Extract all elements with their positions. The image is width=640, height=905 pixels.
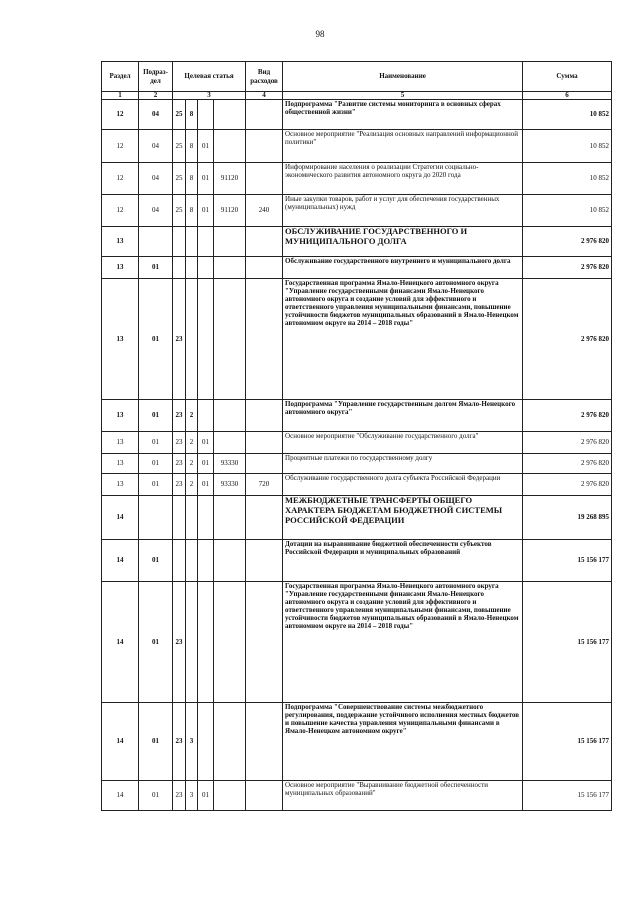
header-podrazdel: Подраз-дел <box>139 62 173 92</box>
target-code-2-cell <box>186 227 198 257</box>
sum-cell: 15 156 177 <box>523 781 612 811</box>
podrazdel-cell: 01 <box>139 454 173 474</box>
target-code-1-cell: 25 <box>173 130 186 163</box>
target-code-4-cell: 93330 <box>214 454 246 474</box>
vid-cell: 240 <box>246 195 283 227</box>
sum-cell: 10 852 <box>523 130 612 163</box>
target-code-2-cell: 2 <box>186 432 198 454</box>
target-code-3-cell: 01 <box>198 195 214 227</box>
table-row <box>102 227 612 257</box>
podrazdel-cell: 01 <box>139 432 173 454</box>
target-code-1-cell: 23 <box>173 781 186 811</box>
vid-cell <box>246 454 283 474</box>
podrazdel-cell: 01 <box>139 582 173 703</box>
sum-cell: 2 976 820 <box>523 227 612 257</box>
target-code-4-cell <box>214 227 246 257</box>
target-code-4-cell <box>214 257 246 279</box>
podrazdel-cell: 01 <box>139 279 173 400</box>
podrazdel-cell <box>139 496 173 540</box>
target-code-4-cell <box>214 781 246 811</box>
razdel-cell: 12 <box>102 130 139 163</box>
page-number: 98 <box>315 29 325 39</box>
razdel-cell: 12 <box>102 195 139 227</box>
target-code-3-cell <box>198 400 214 432</box>
target-code-2-cell: 2 <box>186 454 198 474</box>
razdel-cell: 13 <box>102 279 139 400</box>
table-row <box>102 582 612 703</box>
target-code-2-cell <box>186 496 198 540</box>
podrazdel-cell: 01 <box>139 400 173 432</box>
name-cell: Подпрограмма "Управление государственным долгом Ямало-Ненецкого автономного округа" <box>283 400 523 432</box>
vid-cell <box>246 582 283 703</box>
target-code-3-cell: 01 <box>198 432 214 454</box>
razdel-cell: 14 <box>102 582 139 703</box>
podrazdel-cell: 01 <box>139 781 173 811</box>
target-code-3-cell: 01 <box>198 474 214 496</box>
target-code-1-cell: 23 <box>173 703 186 781</box>
name-cell: Основное мероприятие "Выравнивание бюджетной обеспеченности муниципальных образований" <box>283 781 523 811</box>
podrazdel-cell: 04 <box>139 195 173 227</box>
razdel-cell: 13 <box>102 454 139 474</box>
table-row <box>102 703 612 781</box>
razdel-cell: 13 <box>102 400 139 432</box>
podrazdel-cell: 04 <box>139 100 173 130</box>
vid-cell <box>246 227 283 257</box>
header-summa: Сумма <box>523 62 612 92</box>
sum-cell: 2 976 820 <box>523 257 612 279</box>
target-code-2-cell: 2 <box>186 474 198 496</box>
name-cell: Дотации на выравнивание бюджетной обеспеченности субъектов Российской Федерации и муниципальных образований <box>283 540 523 582</box>
target-code-1-cell: 25 <box>173 163 186 195</box>
name-cell: Иные закупки товаров, работ и услуг для обеспечения государственных (муниципальных) нужд <box>283 195 523 227</box>
target-code-1-cell: 25 <box>173 195 186 227</box>
target-code-2-cell <box>186 540 198 582</box>
target-code-2-cell: 8 <box>186 195 198 227</box>
target-code-3-cell <box>198 227 214 257</box>
vid-cell <box>246 496 283 540</box>
header-razdel: Раздел <box>102 62 139 92</box>
target-code-2-cell: 3 <box>186 781 198 811</box>
header-vid-rashodov: Вид расходов <box>246 62 283 92</box>
name-cell: Процентные платежи по государственному долгу <box>283 454 523 474</box>
target-code-4-cell <box>214 130 246 163</box>
header-naimenovanie: Наименование <box>283 62 523 92</box>
name-cell: МЕЖБЮДЖЕТНЫЕ ТРАНСФЕРТЫ ОБЩЕГО ХАРАКТЕРА БЮДЖЕТАМ БЮДЖЕТНОЙ СИСТЕМЫ РОССИЙСКОЙ ФЕДЕРАЦИИ <box>283 496 523 540</box>
table-body <box>102 100 612 811</box>
target-code-4-cell <box>214 100 246 130</box>
target-code-4-cell: 91120 <box>214 195 246 227</box>
name-cell: Государственная программа Ямало-Ненецкого автономного округа "Управление государственными финансами Ямало-Ненецкого автономного округа и создание условий для эффективного и ответственного управления муниципальными финансами, повышение устойчивости бюджетов муниципальных образований в Ямало-Ненецком автономном округе на 2014 – 2018 годы" <box>283 582 523 703</box>
target-code-1-cell <box>173 227 186 257</box>
target-code-2-cell: 8 <box>186 130 198 163</box>
table-row <box>102 100 612 130</box>
table-row <box>102 540 612 582</box>
target-code-4-cell <box>214 400 246 432</box>
vid-cell <box>246 540 283 582</box>
table-row <box>102 400 612 432</box>
name-cell: Подпрограмма "Развитие системы мониторинга в основных сферах общественной жизни" <box>283 100 523 130</box>
target-code-3-cell <box>198 540 214 582</box>
razdel-cell: 12 <box>102 100 139 130</box>
razdel-cell: 13 <box>102 227 139 257</box>
target-code-2-cell: 8 <box>186 100 198 130</box>
name-cell: Основное мероприятие "Реализация основных направлений информационной политики" <box>283 130 523 163</box>
target-code-3-cell <box>198 257 214 279</box>
col-number-1: 1 <box>102 92 139 100</box>
vid-cell <box>246 400 283 432</box>
podrazdel-cell: 01 <box>139 703 173 781</box>
table-row <box>102 195 612 227</box>
razdel-cell: 13 <box>102 474 139 496</box>
target-code-3-cell: 01 <box>198 781 214 811</box>
target-code-3-cell <box>198 496 214 540</box>
col-number-6: 6 <box>523 92 612 100</box>
sum-cell: 10 852 <box>523 195 612 227</box>
target-code-2-cell: 2 <box>186 400 198 432</box>
vid-cell <box>246 257 283 279</box>
table-row <box>102 432 612 454</box>
razdel-cell: 13 <box>102 432 139 454</box>
target-code-4-cell <box>214 540 246 582</box>
col-number-3: 3 <box>173 92 246 100</box>
target-code-2-cell: 8 <box>186 163 198 195</box>
target-code-2-cell <box>186 582 198 703</box>
target-code-1-cell: 23 <box>173 432 186 454</box>
target-code-2-cell <box>186 257 198 279</box>
podrazdel-cell: 04 <box>139 130 173 163</box>
table-row <box>102 163 612 195</box>
target-code-4-cell <box>214 432 246 454</box>
podrazdel-cell: 01 <box>139 257 173 279</box>
vid-cell <box>246 279 283 400</box>
podrazdel-cell: 04 <box>139 163 173 195</box>
sum-cell: 2 976 820 <box>523 400 612 432</box>
name-cell: Основное мероприятие "Обслуживание государственного долга" <box>283 432 523 454</box>
vid-cell <box>246 163 283 195</box>
name-cell: Подпрограмма "Совершенствование системы межбюджетного регулирования, поддержание устойчивого исполнения местных бюджетов и повышение качества управления муниципальными финансами в Ямало-Ненецком автономном округе" <box>283 703 523 781</box>
razdel-cell: 14 <box>102 496 139 540</box>
target-code-2-cell <box>186 279 198 400</box>
table-row <box>102 781 612 811</box>
target-code-1-cell <box>173 540 186 582</box>
podrazdel-cell: 01 <box>139 540 173 582</box>
target-code-4-cell <box>214 582 246 703</box>
razdel-cell: 14 <box>102 703 139 781</box>
razdel-cell: 14 <box>102 781 139 811</box>
table-row <box>102 496 612 540</box>
target-code-3-cell <box>198 100 214 130</box>
sum-cell: 2 976 820 <box>523 432 612 454</box>
vid-cell <box>246 703 283 781</box>
target-code-3-cell <box>198 582 214 703</box>
name-cell: Государственная программа Ямало-Ненецкого автономного округа "Управление государственными финансами Ямало-Ненецкого автономного округа и создание условий для эффективного и ответственного управления муниципальными финансами, повышение устойчивости бюджетов муниципальных образований в Ямало-Ненецком автономном округе на 2014 – 2018 годы" <box>283 279 523 400</box>
col-number-4: 4 <box>246 92 283 100</box>
sum-cell: 15 156 177 <box>523 703 612 781</box>
sum-cell: 15 156 177 <box>523 540 612 582</box>
col-number-5: 5 <box>283 92 523 100</box>
target-code-2-cell: 3 <box>186 703 198 781</box>
table-row <box>102 257 612 279</box>
target-code-3-cell: 01 <box>198 454 214 474</box>
target-code-1-cell: 23 <box>173 582 186 703</box>
target-code-1-cell: 25 <box>173 100 186 130</box>
vid-cell <box>246 130 283 163</box>
razdel-cell: 12 <box>102 163 139 195</box>
razdel-cell: 13 <box>102 257 139 279</box>
table-row <box>102 474 612 496</box>
table-row <box>102 130 612 163</box>
target-code-4-cell <box>214 703 246 781</box>
target-code-1-cell: 23 <box>173 454 186 474</box>
podrazdel-cell <box>139 227 173 257</box>
name-cell: Информирование населения о реализации Стратегии социально-экономического развития автономного округа до 2020 года <box>283 163 523 195</box>
vid-cell <box>246 100 283 130</box>
target-code-3-cell <box>198 703 214 781</box>
razdel-cell: 14 <box>102 540 139 582</box>
vid-cell <box>246 432 283 454</box>
table-row <box>102 279 612 400</box>
target-code-1-cell: 23 <box>173 279 186 400</box>
budget-table <box>101 61 612 811</box>
sum-cell: 10 852 <box>523 163 612 195</box>
header-celevaya-statya: Целевая статья <box>173 62 246 92</box>
target-code-4-cell <box>214 496 246 540</box>
target-code-4-cell <box>214 279 246 400</box>
vid-cell: 720 <box>246 474 283 496</box>
table-row <box>102 454 612 474</box>
target-code-4-cell: 91120 <box>214 163 246 195</box>
target-code-1-cell: 23 <box>173 400 186 432</box>
col-number-2: 2 <box>139 92 173 100</box>
target-code-3-cell <box>198 279 214 400</box>
target-code-1-cell <box>173 257 186 279</box>
sum-cell: 19 268 895 <box>523 496 612 540</box>
sum-cell: 2 976 820 <box>523 279 612 400</box>
name-cell: Обслуживание государственного долга субъекта Российской Федерации <box>283 474 523 496</box>
sum-cell: 2 976 820 <box>523 474 612 496</box>
target-code-3-cell: 01 <box>198 163 214 195</box>
sum-cell: 10 852 <box>523 100 612 130</box>
sum-cell: 2 976 820 <box>523 454 612 474</box>
vid-cell <box>246 781 283 811</box>
target-code-1-cell: 23 <box>173 474 186 496</box>
name-cell: Обслуживание государственного внутреннего и муниципального долга <box>283 257 523 279</box>
podrazdel-cell: 01 <box>139 474 173 496</box>
target-code-4-cell: 93330 <box>214 474 246 496</box>
target-code-3-cell: 01 <box>198 130 214 163</box>
target-code-1-cell <box>173 496 186 540</box>
sum-cell: 15 156 177 <box>523 582 612 703</box>
name-cell: ОБСЛУЖИВАНИЕ ГОСУДАРСТВЕННОГО И МУНИЦИПАЛЬНОГО ДОЛГА <box>283 227 523 257</box>
